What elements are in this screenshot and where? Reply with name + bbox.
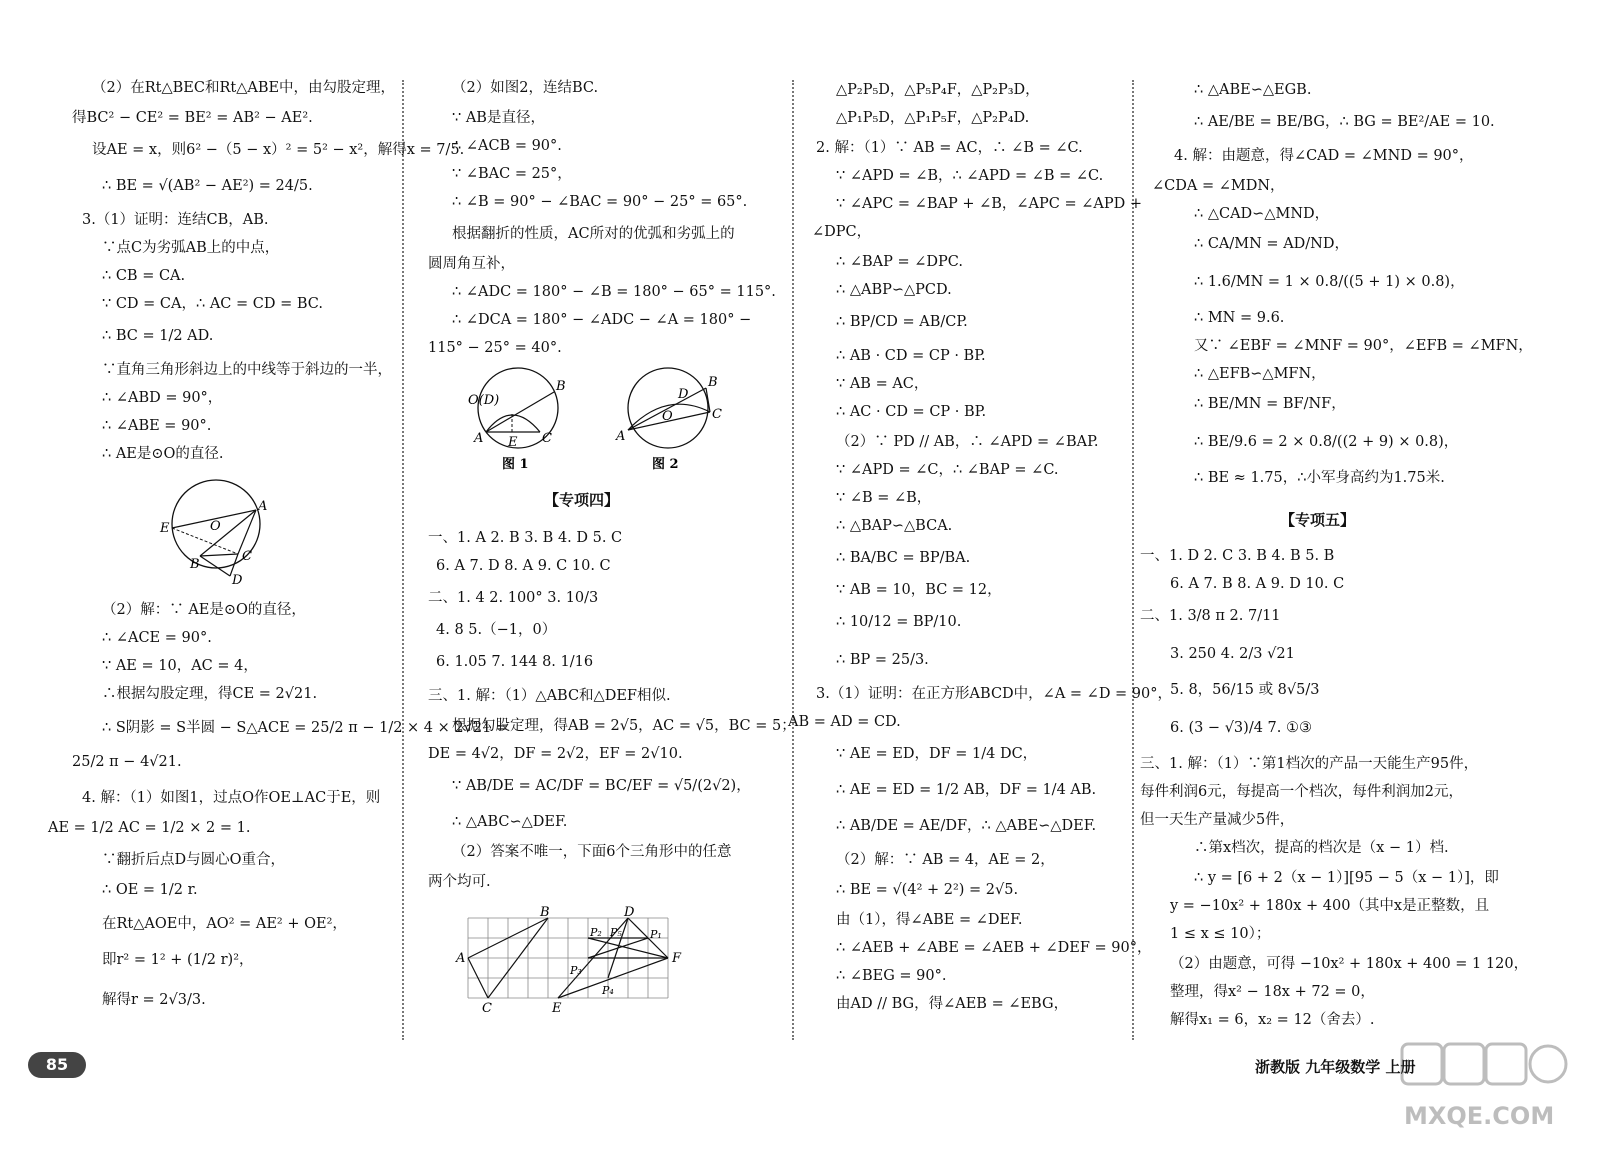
text-line: ∵直角三角形斜边上的中线等于斜边的一半， <box>102 362 392 378</box>
point-label: E <box>160 521 170 536</box>
point-label: C <box>712 407 722 422</box>
text-line: 两个均可. <box>428 874 491 890</box>
text-line: ∵翻折后点D与圆心O重合， <box>102 852 286 868</box>
text-line: ∴ ∠B = 90° − ∠BAC = 90° − 25° = 65°. <box>452 194 748 210</box>
text-line: ∵ ∠APD = ∠C，∴ ∠BAP = ∠C. <box>836 462 1059 478</box>
point-label: B <box>556 379 566 394</box>
text-line: （2）如图2，连结BC. <box>452 80 599 96</box>
text-line: DE = 4√2，DF = 2√2，EF = 2√10. <box>428 746 683 762</box>
text-line: 由（1），得∠ABE = ∠DEF. <box>836 912 1023 928</box>
answer-row: 6. (3 − √3)/4 7. ①③ <box>1170 720 1312 736</box>
text-line: 设AE = x，则6² −（5 − x）² = 5² − x²，解得x = 7/5. <box>92 142 465 158</box>
text-line: ∴ BP = 25/3. <box>836 652 929 668</box>
text-line: ∴ △BAP∽△BCA. <box>836 518 953 534</box>
point-label: C <box>242 549 252 564</box>
point-label: A <box>616 429 626 444</box>
text-line: ∵ AB = 10，BC = 12， <box>836 582 1002 598</box>
answer-row: 6. 1.05 7. 144 8. 1/16 <box>436 654 594 670</box>
text-line: ∴ ∠BAP = ∠DPC. <box>836 254 963 270</box>
point-label: B <box>708 375 718 390</box>
figure-1 <box>468 368 566 472</box>
page-number: 85 <box>28 1052 86 1078</box>
text-line: 3.（1）证明：连结CB，AB. <box>82 212 269 228</box>
text-line: ∵ AE = 10，AC = 4， <box>102 658 258 674</box>
answer-row: 3. 250 4. 2/3 √21 <box>1170 646 1295 662</box>
text-line: △P₂P₅D，△P₅P₄F，△P₂P₃D， <box>836 82 1040 98</box>
text-line: ∵ ∠B = ∠B， <box>836 490 932 506</box>
text-line: ∴ MN = 9.6. <box>1194 310 1285 326</box>
answer-row: 5. 8，56/15 或 8√5/3 <box>1170 682 1320 698</box>
text-line: ∵ ∠APC = ∠BAP + ∠B，∠APC = ∠APD + <box>836 196 1142 212</box>
text-line: ∴ CB = CA. <box>102 268 186 284</box>
text-line: ∴ AE是⊙O的直径. <box>102 446 224 462</box>
text-line: ∴ △ABE∽△EGB. <box>1194 82 1312 98</box>
text-line: ∵ CD = CA，∴ AC = CD = BC. <box>102 296 323 312</box>
text-line: ∴ BE ≈ 1.75，∴小军身高约为1.75米. <box>1194 470 1445 486</box>
text-line: 3.（1）证明：在正方形ABCD中，∠A = ∠D = 90°， <box>816 686 1173 702</box>
text-line: ∴ AE = ED = 1/2 AB，DF = 1/4 AB. <box>836 782 1097 798</box>
text-line: （2）由题意，可得 −10x² + 180x + 400 = 1 120， <box>1170 956 1529 972</box>
text-line: （2）解：∵ AB = 4，AE = 2， <box>836 852 1055 868</box>
point-label: A <box>474 431 484 446</box>
text-line: ∴ AB/DE = AE/DF，∴ △ABE∽△DEF. <box>836 818 1097 834</box>
text-line: 25/2 π − 4√21. <box>72 754 182 770</box>
geometry-figures <box>456 364 746 474</box>
text-line: ∵ AE = ED，DF = 1/4 DC， <box>836 746 1038 762</box>
text-line: ∴ AC · CD = CP · BP. <box>836 404 987 420</box>
watermark-text: MXQE.COM <box>1404 1102 1555 1130</box>
text-line: ∴ OE = 1/2 r. <box>102 882 198 898</box>
figure-caption: 图 1 <box>502 457 529 472</box>
point-label: B <box>540 905 550 920</box>
point-label: P₃ <box>570 964 582 977</box>
text-line: ∴ AB · CD = CP · BP. <box>836 348 986 364</box>
text-line: 1 ≤ x ≤ 10）； <box>1170 926 1271 942</box>
column-3 <box>788 72 1173 1072</box>
point-label: O <box>210 519 221 534</box>
text-line: 三、1. 解：（1）∵第1档次的产品一天能生产95件， <box>1140 756 1479 772</box>
text-line: （2）∵ PD // AB，∴ ∠APD = ∠BAP. <box>836 434 1099 450</box>
text-line: 在Rt△AOE中，AO² = AE² + OE²， <box>102 916 347 932</box>
answer-row: 一、1. A 2. B 3. B 4. D 5. C <box>428 530 623 546</box>
figure-2 <box>615 368 722 472</box>
text-line: （2）解：∵ AE是⊙O的直径， <box>102 602 306 618</box>
answer-row: 二、1. 3/8 π 2. 7/11 <box>1140 608 1281 624</box>
text-line: 根据翻折的性质，AC所对的优弧和劣弧上的 <box>452 226 735 242</box>
text-line: ∴ ∠ABE = 90°. <box>102 418 212 434</box>
text-line: ∴ △EFB∽△MFN， <box>1194 366 1326 382</box>
text-line: ∴ △CAD∽△MND， <box>1194 206 1330 222</box>
text-line: ∴ y = [6 + 2（x − 1）][95 − 5（x − 1）]，即 <box>1194 870 1499 886</box>
text-line: ∵ AB是直径， <box>452 110 545 126</box>
point-label: D <box>624 905 635 920</box>
text-line: ∴ CA/MN = AD/ND， <box>1194 236 1349 252</box>
text-line: ∴ ∠ADC = 180° − ∠B = 180° − 65° = 115°. <box>452 284 776 300</box>
text-line: 三、1. 解：（1）△ABC和△DEF相似. <box>428 688 671 704</box>
answer-row: 一、1. D 2. C 3. B 4. B 5. B <box>1140 548 1335 564</box>
answer-row: 二、1. 4 2. 100° 3. 10/3 <box>428 590 599 606</box>
section-heading: 【专项四】 <box>544 491 620 509</box>
point-label: C <box>482 1001 492 1014</box>
text-line: 又∵ ∠EBF = ∠MNF = 90°，∠EFB = ∠MFN， <box>1194 338 1533 354</box>
text-line: ∠CDA = ∠MDN， <box>1152 178 1285 194</box>
text-line: ∴ S阴影 = S半圆 − S△ACE = 25/2 π − 1/2 × 4 × 2√21 = <box>102 720 509 736</box>
text-line: 4. 解：由题意，得∠CAD = ∠MND = 90°， <box>1174 148 1474 164</box>
point-label: O(D) <box>468 393 500 408</box>
column-divider <box>792 80 794 1040</box>
point-label: C <box>542 431 552 446</box>
point-label: F <box>672 951 682 966</box>
circle-figure <box>158 476 298 586</box>
text-line: ∵ ∠BAC = 25°， <box>452 166 572 182</box>
point-label: P₂ <box>590 926 602 939</box>
text-line: ∵ AB/DE = AC/DF = BC/EF = √5/(2√2)， <box>452 778 751 794</box>
text-line: ∴ ∠DCA = 180° − ∠ADC − ∠A = 180° − <box>452 312 752 328</box>
text-line: ∴ BP/CD = AB/CP. <box>836 314 968 330</box>
point-label: P₅ <box>610 926 622 939</box>
book-info: 浙教版 九年级数学 上册 <box>1255 1058 1416 1076</box>
text-line: 即r² = 1² + (1/2 r)²， <box>102 952 254 968</box>
text-line: 2. 解：（1）∵ AB = AC，∴ ∠B = ∠C. <box>816 140 1083 156</box>
text-line: ∵ ∠APD = ∠B，∴ ∠APD = ∠B = ∠C. <box>836 168 1104 184</box>
text-line: 解得x₁ = 6，x₂ = 12（舍去）. <box>1170 1012 1375 1028</box>
text-line: ∴ △ABP∽△PCD. <box>836 282 952 298</box>
text-line: ∴ ∠BEG = 90°. <box>836 968 947 984</box>
column-2 <box>428 72 796 1072</box>
text-line: （2）在Rt△BEC和Rt△ABE中，由勾股定理， <box>92 80 396 96</box>
text-line: ∴ BA/BC = BP/BA. <box>836 550 971 566</box>
text-line: ∴ BE = √(AB² − AE²) = 24/5. <box>102 178 313 194</box>
text-line: ∠DPC， <box>812 224 872 240</box>
text-line: 得BC² − CE² = BE² = AB² − AE². <box>72 110 313 126</box>
point-label: P₁ <box>650 928 662 941</box>
text-line: 解得r = 2√3/3. <box>102 992 206 1008</box>
text-line: 整理，得x² − 18x + 72 = 0， <box>1170 984 1375 1000</box>
point-label: E <box>508 435 518 450</box>
text-line: （2）答案不唯一，下面6个三角形中的任意 <box>452 844 732 860</box>
text-line: y = −10x² + 180x + 400（其中x是正整数，且 <box>1170 898 1490 914</box>
text-line: 每件利润6元，每提高一个档次，每件利润加2元， <box>1140 784 1463 800</box>
text-line: ∴ 1.6/MN = 1 × 0.8/((5 + 1) × 0.8)， <box>1194 274 1465 290</box>
text-line: ∴ ∠AEB + ∠ABE = ∠AEB + ∠DEF = 90°， <box>836 940 1152 956</box>
text-line: ∴ AE/BE = BE/BG，∴ BG = BE²/AE = 10. <box>1194 114 1495 130</box>
text-line: 4. 解：（1）如图1，过点O作OE⊥AC于E，则 <box>82 790 381 806</box>
text-line: ∴根据勾股定理，得CE = 2√21. <box>102 686 318 702</box>
text-line: 115° − 25° = 40°. <box>428 340 562 356</box>
point-label: P₄ <box>602 984 614 997</box>
text-line: AE = 1/2 AC = 1/2 × 2 = 1. <box>48 820 251 836</box>
point-label: E <box>552 1001 562 1014</box>
point-label: A <box>456 951 466 966</box>
answer-row: 4. 8 5.（−1，0） <box>436 622 557 638</box>
point-label: B <box>190 557 200 572</box>
text-line: ∵点C为劣弧AB上的中点， <box>102 240 280 256</box>
text-line: ∴ BE/MN = BF/NF， <box>1194 396 1346 412</box>
text-line: 但一天生产量减少5件， <box>1140 812 1295 828</box>
watermark-logo <box>1400 1040 1570 1140</box>
point-label: A <box>258 499 268 514</box>
column-divider <box>402 80 404 1040</box>
answer-row: 6. A 7. B 8. A 9. D 10. C <box>1170 576 1345 592</box>
text-line: ∴ BE/9.6 = 2 × 0.8/((2 + 9) × 0.8)， <box>1194 434 1459 450</box>
figure-caption: 图 2 <box>652 457 679 472</box>
text-line: ∴第x档次，提高的档次是（x − 1）档. <box>1194 840 1449 856</box>
text-line: ∴ ∠ACE = 90°. <box>102 630 212 646</box>
text-line: △P₁P₅D，△P₁P₅F，△P₂P₄D. <box>836 110 1030 126</box>
text-line: AB = AD = CD. <box>788 714 901 730</box>
point-label: D <box>678 387 689 402</box>
text-line: 圆周角互补， <box>428 256 515 272</box>
text-line: ∴ ∠ABD = 90°， <box>102 390 223 406</box>
text-line: ∵ AB = AC， <box>836 376 929 392</box>
text-line: ∴ △ABC∽△DEF. <box>452 814 568 830</box>
point-label: O <box>662 409 673 424</box>
text-line: ∴ BE = √(4² + 2²) = 2√5. <box>836 882 1019 898</box>
text-line: ∴ BC = 1/2 AD. <box>102 328 214 344</box>
text-line: ∴ 10/12 = BP/10. <box>836 614 962 630</box>
grid-figure <box>452 904 732 1014</box>
text-line: 由AD // BG，得∠AEB = ∠EBG， <box>836 996 1069 1012</box>
text-line: ∴ ∠ACB = 90°. <box>452 138 562 154</box>
text-line: 根据勾股定理，得AB = 2√5，AC = √5，BC = 5； <box>452 718 796 734</box>
column-4 <box>1140 72 1533 1072</box>
point-label: D <box>232 573 243 586</box>
answer-row: 6. A 7. D 8. A 9. C 10. C <box>436 558 611 574</box>
section-heading: 【专项五】 <box>1280 511 1356 529</box>
